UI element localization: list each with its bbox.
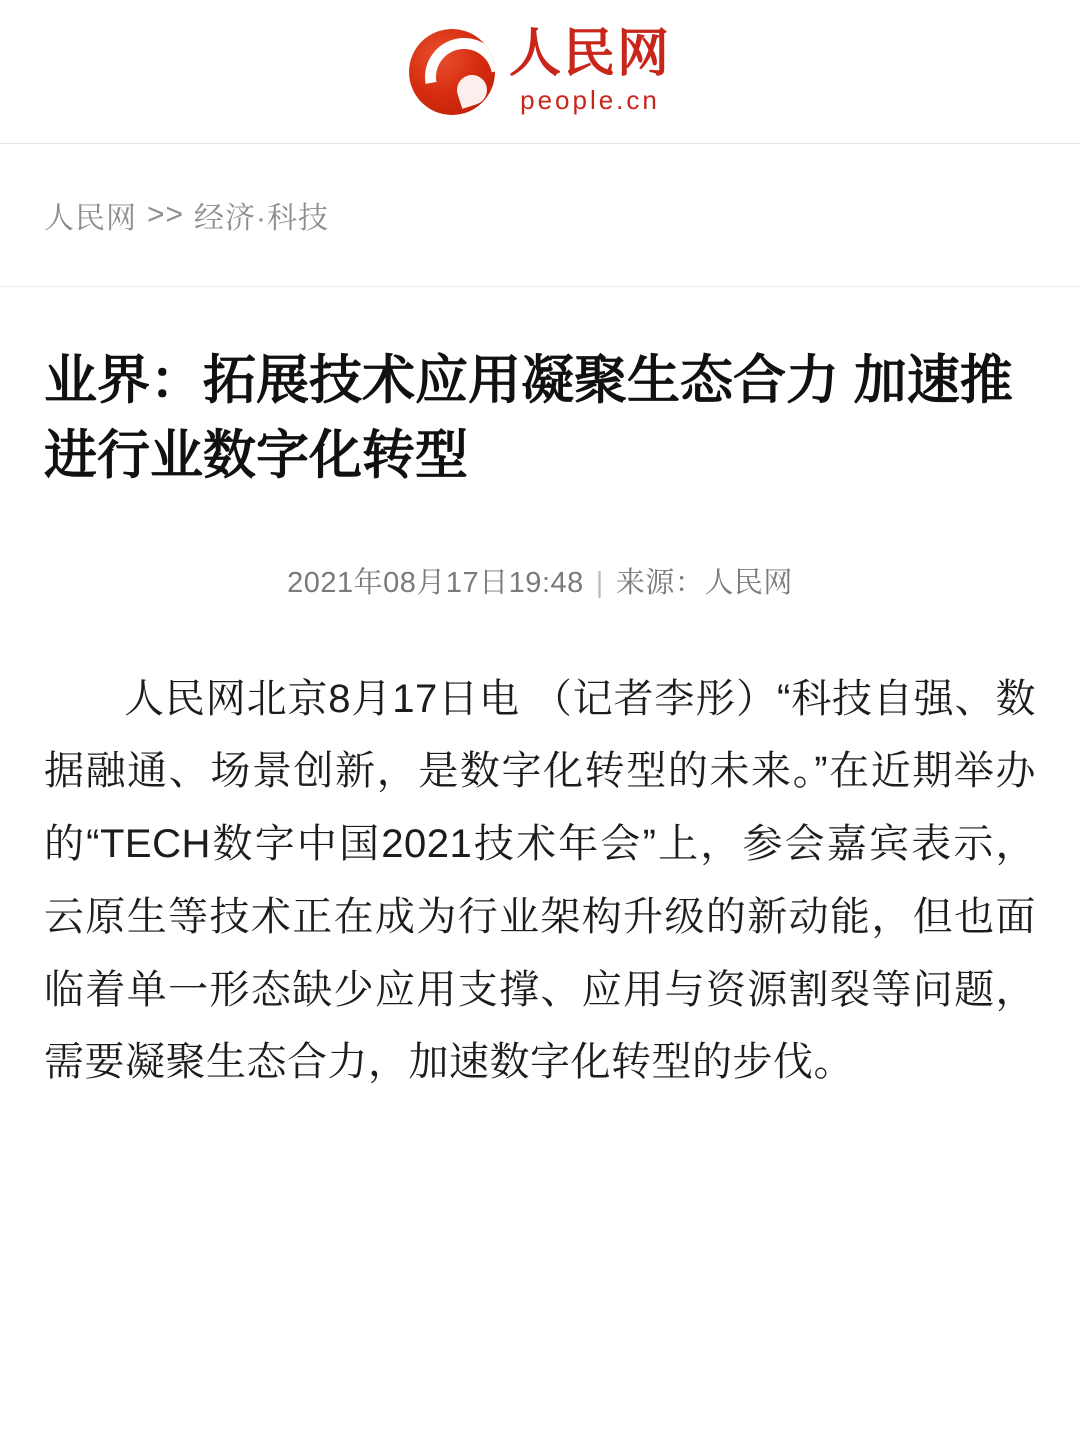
meta-divider: | (595, 566, 604, 599)
article-paragraph: 人民网北京8月17日电 （记者李彤）“科技自强、数据融通、场景创新，是数字化转型的未来。”在近期举办的“TECH数字中国2021技术年会”上，参会嘉宾表示，云原生等技术正在成为行业架构升级的新动能，但也面临着单一形态缺少应用支撑、应用与资源割裂等问题，需要凝聚生态合力，加速数字化转型的步伐。 (44, 676, 1036, 1085)
logo-text (508, 24, 671, 117)
logo-title-en: people.cn (520, 85, 660, 116)
breadcrumb-separator: >> (147, 198, 185, 231)
site-header (0, 0, 1080, 144)
site-logo[interactable] (409, 24, 671, 117)
page-title: 业界：拓展技术应用凝聚生态合力 加速推进行业数字化转型 (44, 351, 1013, 486)
people-cn-logo-icon (409, 29, 495, 115)
breadcrumb (0, 144, 1080, 287)
logo-title-cn: 人民网 (508, 24, 671, 83)
article (0, 343, 1080, 1193)
article-body (44, 663, 1036, 1194)
source-name: 人民网 (704, 566, 793, 599)
breadcrumb-item-category[interactable]: 经济·科技 (194, 202, 330, 235)
article-meta (44, 560, 1036, 601)
source-label: 来源： (615, 566, 705, 599)
publish-date: 2021年08月17日19:48 (287, 566, 584, 599)
breadcrumb-item-home[interactable]: 人民网 (44, 202, 137, 235)
